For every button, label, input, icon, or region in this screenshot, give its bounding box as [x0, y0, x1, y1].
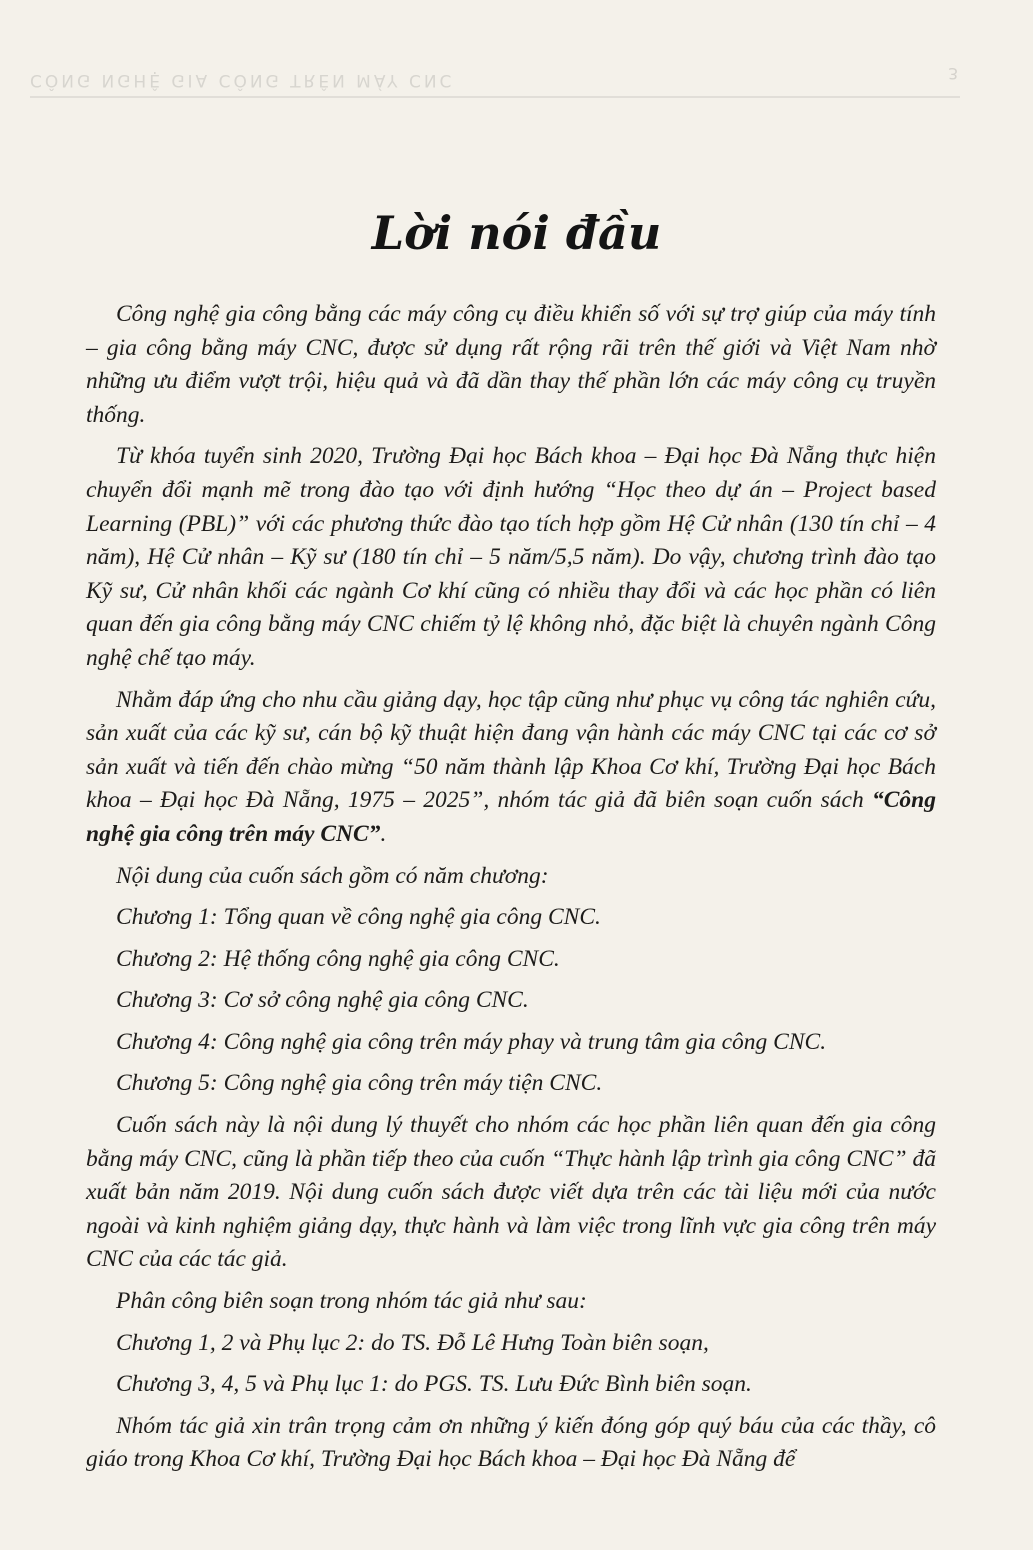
chapter-item-4: Chương 4: Công nghệ gia công trên máy phay và trung tâm gia công CNC. — [116, 1028, 827, 1055]
header-rule — [30, 96, 960, 98]
page-title: Lời nói đầu — [371, 206, 662, 260]
paragraph-purpose — [86, 684, 936, 852]
chapter-item-1: Chương 1: Tổng quan về công nghệ gia công CNC. — [116, 904, 601, 931]
book-title: “Công nghệ gia công trên máy CNC” — [86, 787, 936, 847]
author-item-2: Chương 3, 4, 5 và Phụ lục 1: do PGS. TS. Lưu Đức Bình biên soạn. — [116, 1371, 752, 1398]
header-page-number: 3 — [948, 64, 959, 83]
body-text — [86, 298, 936, 1485]
paragraph-scope: Cuốn sách này là nội dung lý thuyết cho nhóm các học phần liên quan đến gia công bằng máy CNC, cũng là phần tiếp theo của cuốn “Thực hành lập trình gia công CNC” đã xuất bản năm 2019. Nội dung cuốn sách được viết dựa trên các tài liệu mới của nước ngoài và kinh nghiệm giảng dạy, thực hành và làm việc trong lĩnh vực gia công trên máy CNC của các tác giả. — [86, 1112, 936, 1273]
paragraph-intro: Công nghệ gia công bằng các máy công cụ điều khiển số với sự trợ giúp của máy tính – gia công bằng máy CNC, được sử dụng rất rộng rãi trên thế giới và Việt Nam nhờ những ưu điểm vượt trội, hiệu quả và đã dần thay thế phần lớn các máy công cụ truyền thống. — [86, 301, 936, 428]
running-header: CÔNG NGHỆ GIA CÔNG TRÊN MÁY CNC — [30, 70, 455, 90]
paragraph-thanks: Nhóm tác giả xin trân trọng cảm ơn những ý kiến đóng góp quý báu của các thầy, cô giáo trong Khoa Cơ khí, Trường Đại học Bách khoa – Đại học Đà Nẵng để — [86, 1412, 936, 1473]
paragraph-authors-intro: Phân công biên soạn trong nhóm tác giả như sau: — [116, 1288, 587, 1315]
author-item-1: Chương 1, 2 và Phụ lục 2: do TS. Đỗ Lê Hưng Toàn biên soạn, — [116, 1329, 709, 1356]
chapter-item-5: Chương 5: Công nghệ gia công trên máy tiện CNC. — [116, 1070, 603, 1097]
purpose-end: . — [380, 820, 387, 847]
paragraph-enrollment: Từ khóa tuyển sinh 2020, Trường Đại học Bách khoa – Đại học Đà Nẵng thực hiện chuyển đổi mạnh mẽ trong đào tạo với định hướng “Học theo dự án – Project based Learning (PBL)” với các phương thức đào tạo tích hợp gồm Hệ Cử nhân (130 tín chỉ – 4 năm), Hệ Cử nhân – Kỹ sư (180 tín chỉ – 5 năm/5,5 năm). Do vậy, chương trình đào tạo Kỹ sư, Cử nhân khối các ngành Cơ khí cũng có nhiều thay đổi và các học phần có liên quan đến gia công bằng máy CNC chiếm tỷ lệ không nhỏ, đặc biệt là chuyên ngành Công nghệ chế tạo máy. — [86, 443, 936, 671]
chapter-item-2: Chương 2: Hệ thống công nghệ gia công CNC. — [116, 945, 560, 972]
purpose-text: Nhằm đáp ứng cho nhu cầu giảng dạy, học tập cũng như phục vụ công tác nghiên cứu, sản xuất của các kỹ sư, cán bộ kỹ thuật hiện đang vận hành các máy CNC tại các cơ sở sản xuất và tiến đến chào mừng “50 năm thành lập Khoa Cơ khí, Trường Đại học Bách khoa – Đại học Đà Nẵng, 1975 – 2025”, nhóm tác giả đã biên soạn cuốn sách — [86, 686, 936, 814]
chapter-item-3: Chương 3: Cơ sở công nghệ gia công CNC. — [116, 987, 529, 1014]
paragraph-contents: Nội dung của cuốn sách gồm có năm chương: — [116, 862, 549, 889]
